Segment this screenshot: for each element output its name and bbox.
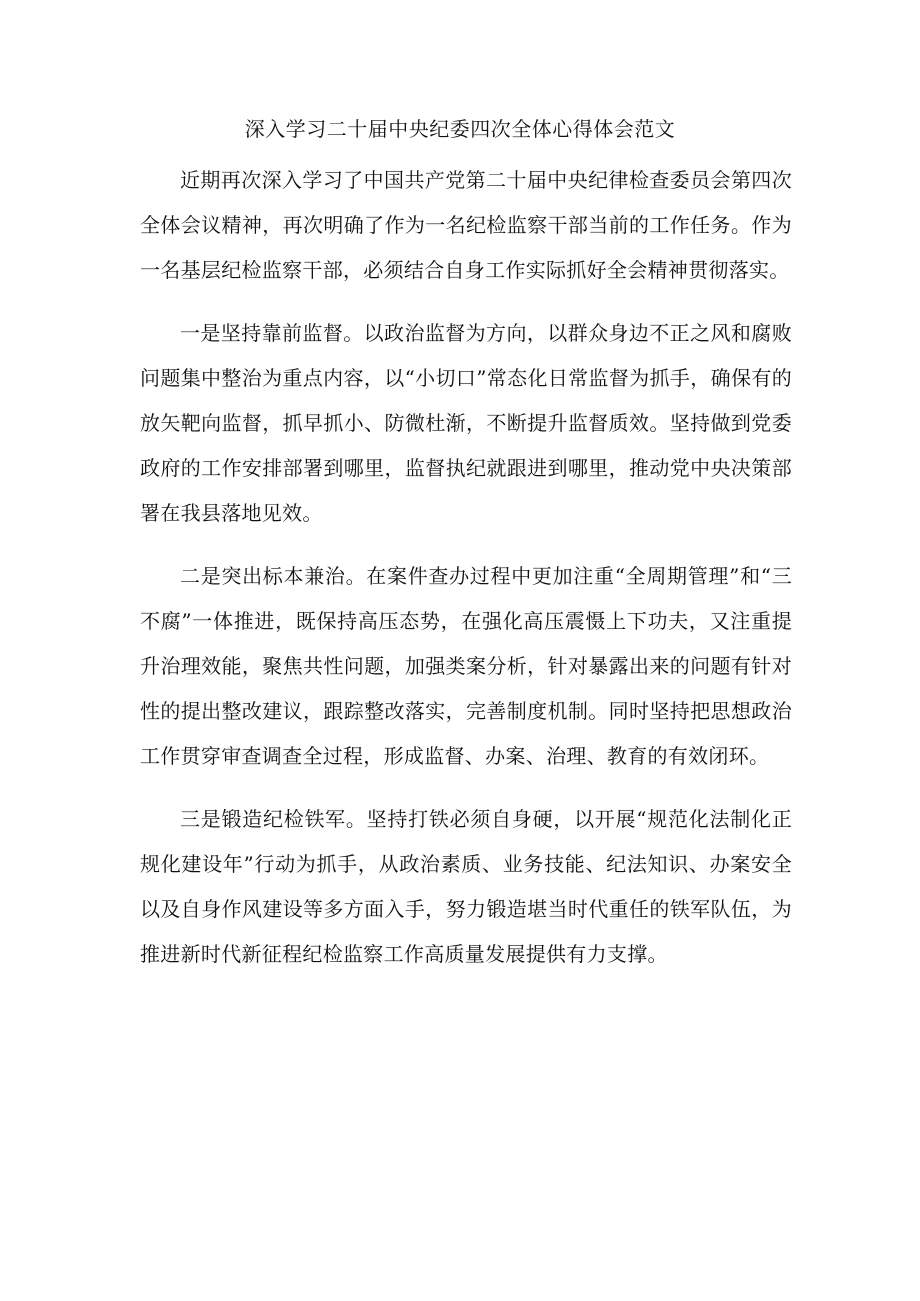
paragraph-intro: 近期再次深入学习了中国共产党第二十届中央纪律检查委员会第四次全体会议精神，再次明确了作为一名纪检监察干部当前的工作任务。作为一名基层纪检监察干部，必须结合自身工作实际抓好全会精神贯彻落实。 [140,168,792,282]
paragraph-team-building: 三是锻造纪检铁军。坚持打铁必须自身硬，以开展“规范化法制化正规化建设年”行动为抓手，从政治素质、业务技能、纪法知识、办案安全以及自身作风建设等多方面入手，努力锻造堪当时代重任的铁军队伍，为推进新时代新征程纪检监察工作高质量发展提供有力支撑。 [140,807,792,966]
paragraph-supervision: 一是坚持靠前监督。以政治监督为方向，以群众身边不正之风和腐败问题集中整治为重点内容，以“小切口”常态化日常监督为抓手，确保有的放矢靶向监督，抓早抓小、防微杜渐，不断提升监督质效。坚持做到党委政府的工作安排部署到哪里，监督执纪就跟进到哪里，推动党中央决策部署在我县落地见效。 [140,321,792,525]
document-body [140,158,792,995]
paragraph-governance: 二是突出标本兼治。在案件查办过程中更加注重“全周期管理”和“三不腐”一体推进，既保持高压态势，在强化高压震慑上下功夫，又注重提升治理效能，聚焦共性问题，加强类案分析，针对暴露出来的问题有针对性的提出整改建议，跟踪整改落实，完善制度机制。同时坚持把思想政治工作贯穿审查调查全过程，形成监督、办案、治理、教育的有效闭环。 [140,564,792,768]
document-title: 深入学习二十届中央纪委四次全体心得体会范文 [244,117,676,141]
